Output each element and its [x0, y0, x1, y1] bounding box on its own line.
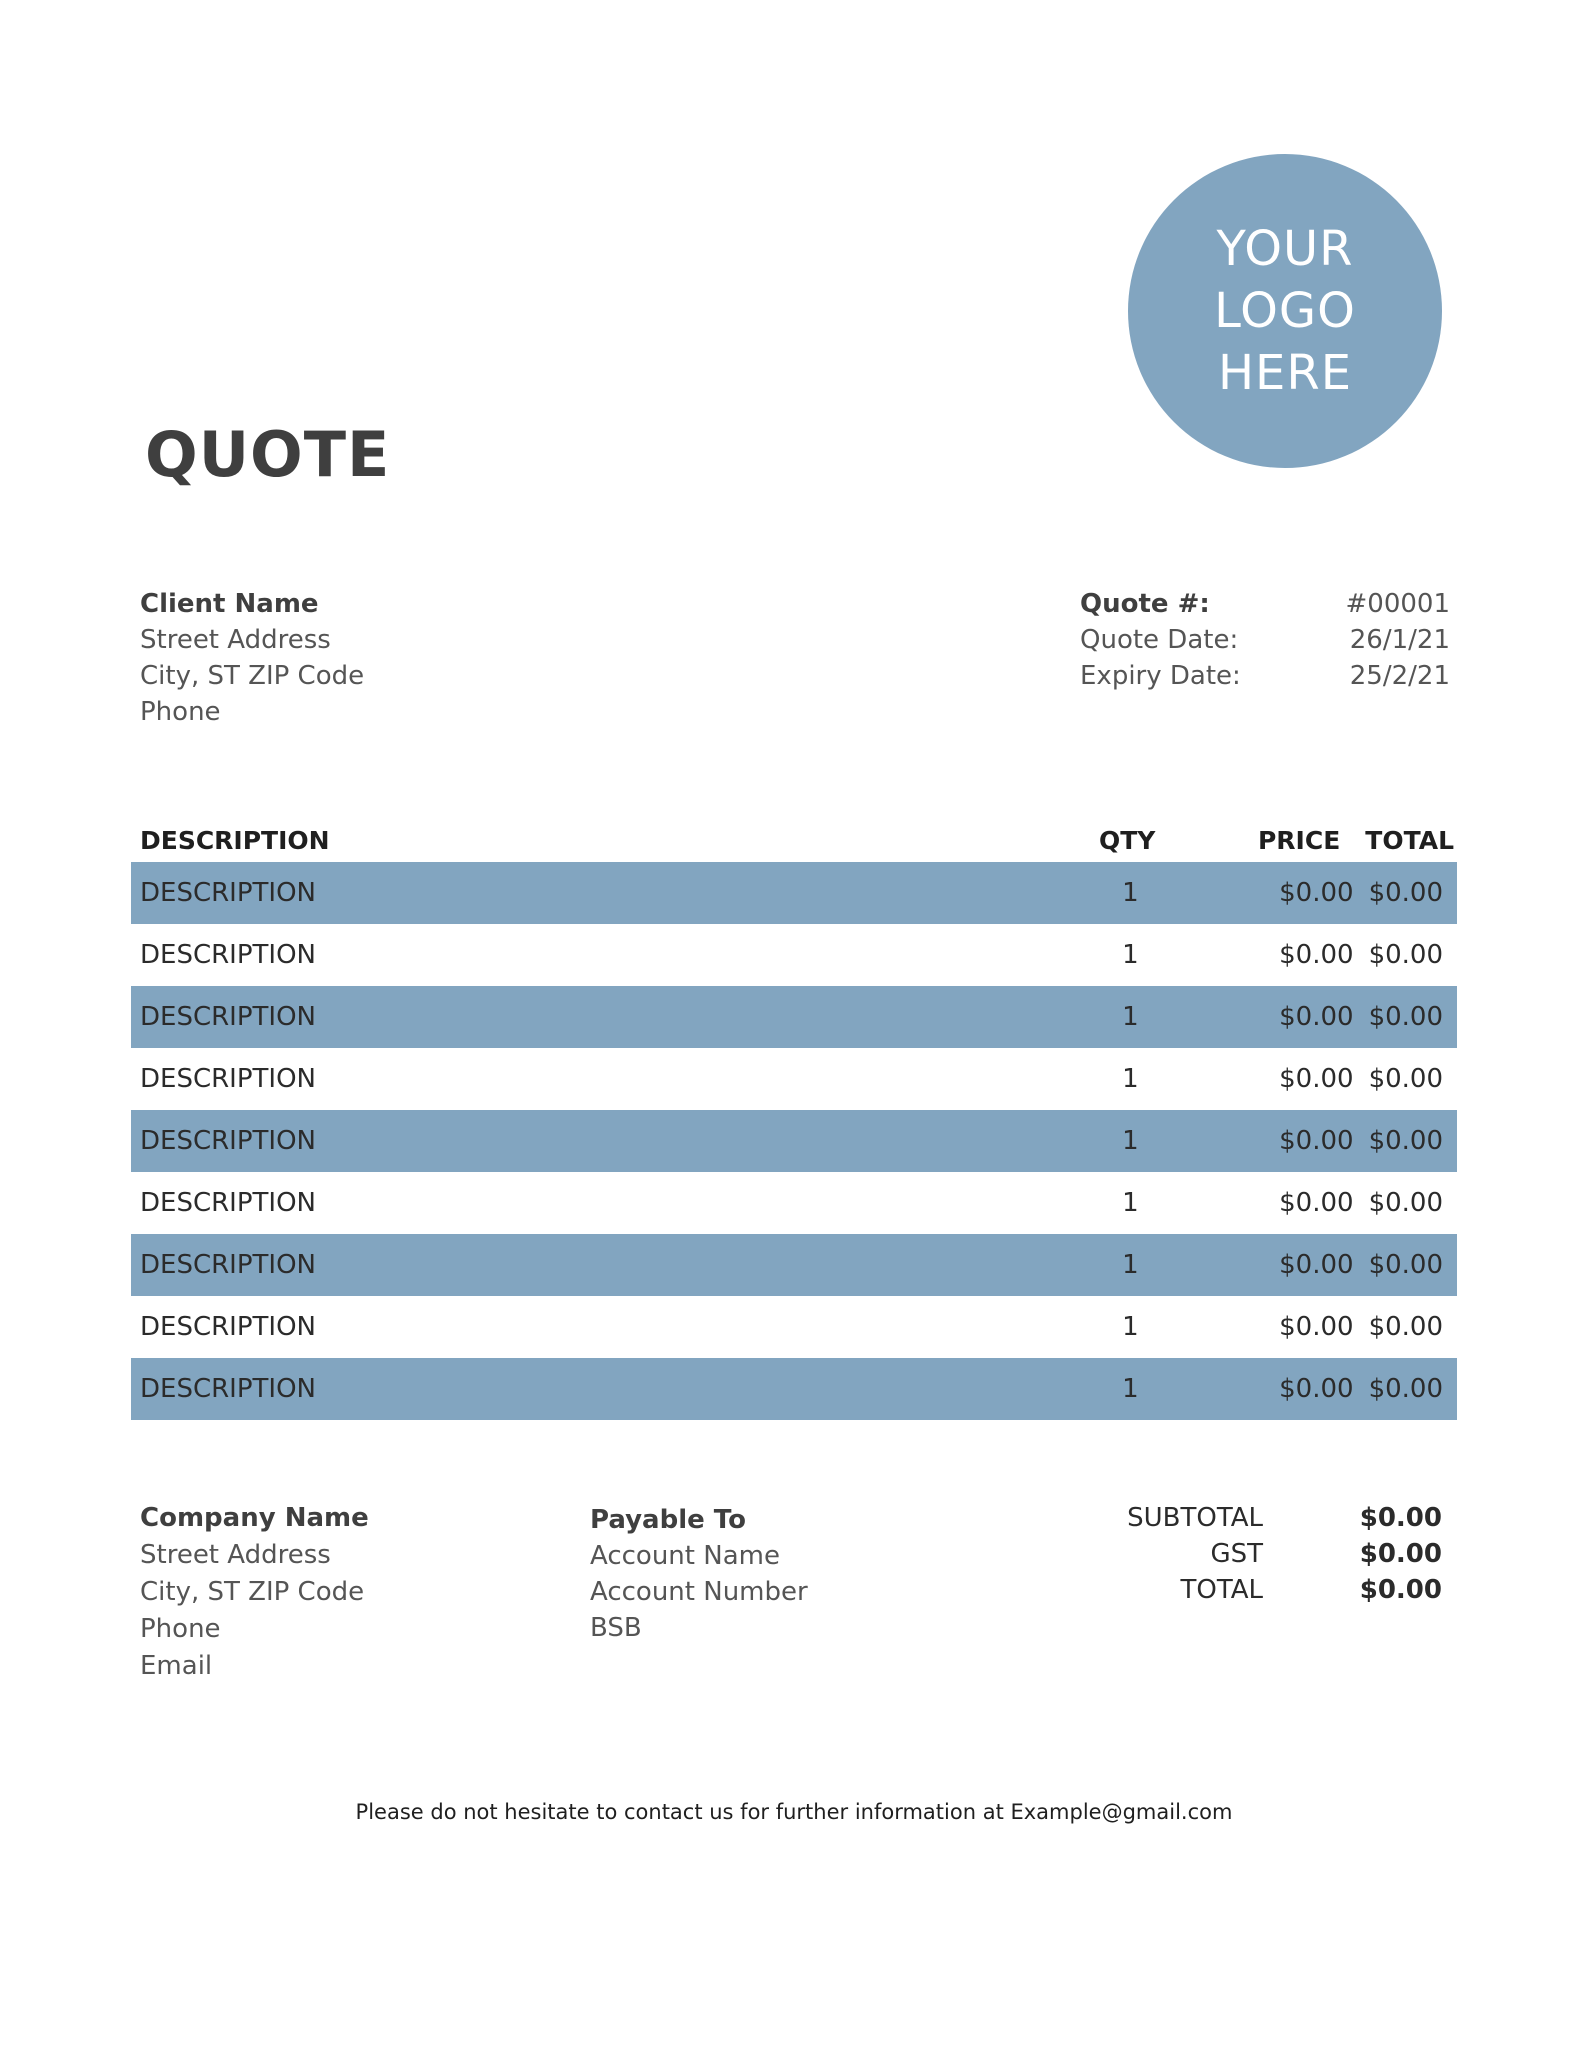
client-name: Client Name: [140, 589, 319, 619]
table-row: [131, 862, 1457, 924]
expiry-date-value: 25/2/21: [1349, 661, 1450, 691]
logo-line-2: LOGO: [1214, 283, 1356, 339]
header-total: TOTAL: [1365, 825, 1454, 855]
row-price: $0.00: [1279, 878, 1354, 908]
row-qty: 1: [1122, 1374, 1139, 1404]
row-price: $0.00: [1279, 1064, 1354, 1094]
page-title: QUOTE: [145, 418, 391, 491]
quote-date-row: [1080, 622, 1450, 658]
quote-meta: [1080, 586, 1450, 694]
table-row: [131, 1048, 1457, 1110]
table-row: [131, 1296, 1457, 1358]
gst-label: GST: [1210, 1539, 1263, 1569]
row-total: $0.00: [1368, 940, 1443, 970]
expiry-date-label: Expiry Date:: [1080, 661, 1241, 691]
table-row: [131, 1234, 1457, 1296]
company-street: Street Address: [140, 1540, 331, 1570]
payable-heading: Payable To: [590, 1505, 746, 1535]
row-price: $0.00: [1279, 1126, 1354, 1156]
table-row: [131, 924, 1457, 986]
row-description: DESCRIPTION: [140, 1250, 316, 1280]
row-qty: 1: [1122, 878, 1139, 908]
table-row: [131, 1110, 1457, 1172]
company-info: [140, 1500, 369, 1685]
bsb: BSB: [590, 1613, 642, 1643]
client-info: [140, 586, 364, 730]
client-street: Street Address: [140, 625, 331, 655]
client-city: City, ST ZIP Code: [140, 661, 365, 691]
company-city: City, ST ZIP Code: [140, 1577, 365, 1607]
company-email: Email: [140, 1651, 213, 1681]
header-qty: QTY: [1098, 825, 1156, 855]
subtotal-label: SUBTOTAL: [1127, 1503, 1263, 1533]
totals-summary: [1100, 1500, 1442, 1608]
quote-number-label: Quote #:: [1080, 589, 1210, 619]
row-price: $0.00: [1279, 1250, 1354, 1280]
row-total: $0.00: [1368, 878, 1443, 908]
gst-value: $0.00: [1359, 1539, 1442, 1569]
account-name: Account Name: [590, 1541, 780, 1571]
account-number: Account Number: [590, 1577, 808, 1607]
footer-note: Please do not hesitate to contact us for further information at Example@gmail.com: [355, 1800, 1233, 1824]
row-total: $0.00: [1368, 1312, 1443, 1342]
logo-placeholder: [1128, 154, 1442, 468]
row-price: $0.00: [1279, 1188, 1354, 1218]
row-price: $0.00: [1279, 1374, 1354, 1404]
items-table: [131, 818, 1457, 1420]
quote-number-value: #00001: [1345, 589, 1450, 619]
logo-line-3: HERE: [1217, 345, 1353, 401]
row-price: $0.00: [1279, 940, 1354, 970]
row-total: $0.00: [1368, 1064, 1443, 1094]
table-row: [131, 986, 1457, 1048]
client-phone: Phone: [140, 697, 221, 727]
subtotal-value: $0.00: [1359, 1503, 1442, 1533]
row-total: $0.00: [1368, 1188, 1443, 1218]
row-qty: 1: [1122, 1312, 1139, 1342]
row-price: $0.00: [1279, 1002, 1354, 1032]
expiry-date-row: [1080, 658, 1450, 694]
row-total: $0.00: [1368, 1374, 1443, 1404]
row-qty: 1: [1122, 940, 1139, 970]
logo-line-1: YOUR: [1216, 221, 1354, 277]
row-qty: 1: [1122, 1126, 1139, 1156]
row-description: DESCRIPTION: [140, 1312, 316, 1342]
row-description: DESCRIPTION: [140, 1374, 316, 1404]
row-total: $0.00: [1368, 1126, 1443, 1156]
row-qty: 1: [1122, 1250, 1139, 1280]
row-qty: 1: [1122, 1064, 1139, 1094]
row-total: $0.00: [1368, 1250, 1443, 1280]
gst-row: [1100, 1536, 1442, 1572]
subtotal-row: [1100, 1500, 1442, 1536]
row-description: DESCRIPTION: [140, 1002, 316, 1032]
row-description: DESCRIPTION: [140, 940, 316, 970]
header-description: DESCRIPTION: [140, 825, 330, 855]
company-name: Company Name: [140, 1503, 369, 1533]
table-row: [131, 1172, 1457, 1234]
row-description: DESCRIPTION: [140, 878, 316, 908]
row-description: DESCRIPTION: [140, 1126, 316, 1156]
row-qty: 1: [1122, 1002, 1139, 1032]
quote-date-label: Quote Date:: [1080, 625, 1239, 655]
row-qty: 1: [1122, 1188, 1139, 1218]
total-row: [1100, 1572, 1442, 1608]
row-price: $0.00: [1279, 1312, 1354, 1342]
total-value: $0.00: [1359, 1575, 1442, 1605]
row-description: DESCRIPTION: [140, 1064, 316, 1094]
quote-date-value: 26/1/21: [1349, 625, 1450, 655]
table-body: [131, 862, 1457, 1420]
table-header: [131, 818, 1457, 862]
header-price: PRICE: [1257, 825, 1341, 855]
company-phone: Phone: [140, 1614, 221, 1644]
payable-info: [590, 1502, 808, 1646]
row-total: $0.00: [1368, 1002, 1443, 1032]
total-label: TOTAL: [1180, 1575, 1263, 1605]
table-row: [131, 1358, 1457, 1420]
quote-number-row: [1080, 586, 1450, 622]
row-description: DESCRIPTION: [140, 1188, 316, 1218]
